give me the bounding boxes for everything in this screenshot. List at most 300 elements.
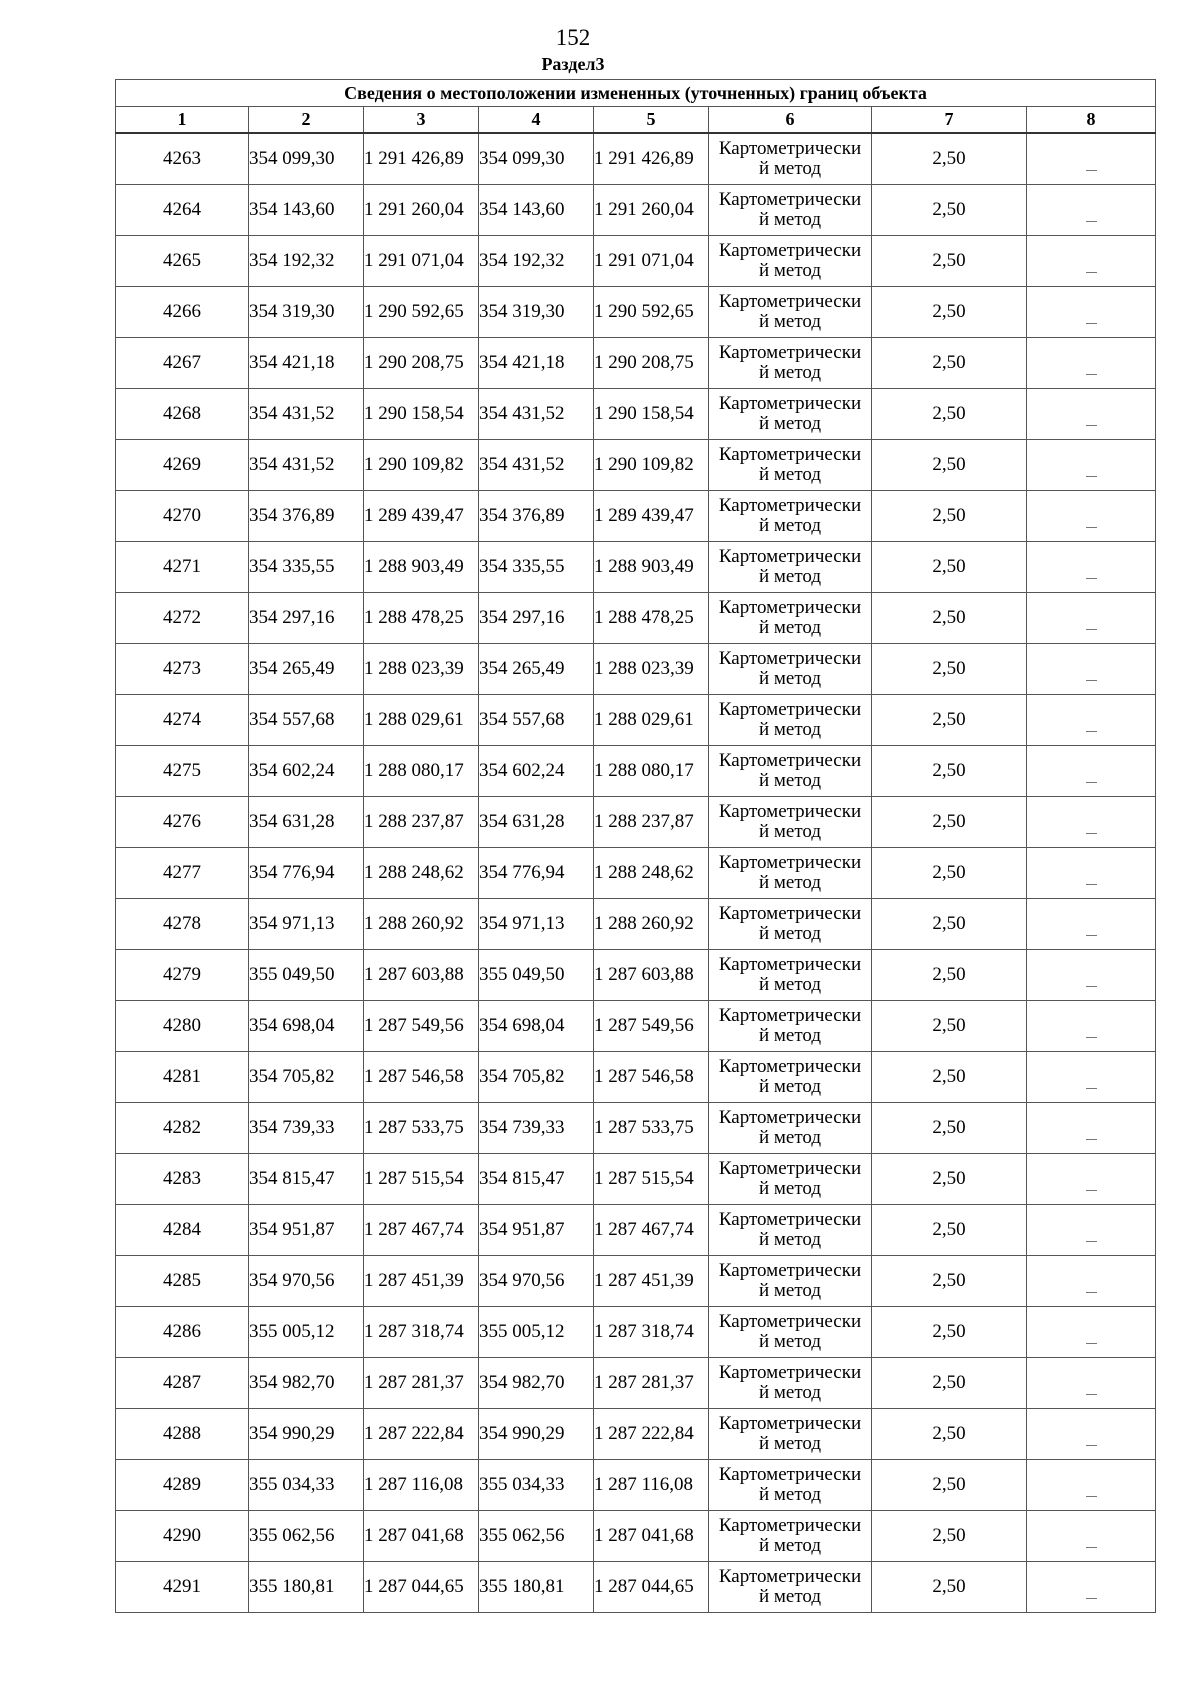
updated-x-coordinate: 354 557,68 <box>479 695 594 746</box>
existing-y-coordinate: 1 290 208,75 <box>364 338 479 389</box>
accuracy-value: 2,50 <box>872 950 1027 1001</box>
table-row <box>116 1154 1156 1205</box>
method-line-2: й метод <box>758 617 822 638</box>
updated-y-coordinate: 1 287 467,74 <box>594 1205 709 1256</box>
point-number: 4279 <box>116 950 249 1001</box>
updated-y-coordinate: 1 289 439,47 <box>594 491 709 542</box>
existing-x-coordinate: 354 431,52 <box>249 440 364 491</box>
existing-y-coordinate: 1 287 281,37 <box>364 1358 479 1409</box>
determination-method <box>709 1562 872 1613</box>
accuracy-value: 2,50 <box>872 440 1027 491</box>
determination-method <box>709 133 872 185</box>
existing-x-coordinate: 354 143,60 <box>249 185 364 236</box>
accuracy-value: 2,50 <box>872 133 1027 185</box>
determination-method <box>709 1103 872 1154</box>
existing-x-coordinate: 355 062,56 <box>249 1511 364 1562</box>
existing-y-coordinate: 1 290 109,82 <box>364 440 479 491</box>
point-number: 4277 <box>116 848 249 899</box>
method-line-2: й метод <box>758 1076 822 1097</box>
note-cell <box>1027 1511 1156 1562</box>
accuracy-value: 2,50 <box>872 287 1027 338</box>
existing-x-coordinate: 354 297,16 <box>249 593 364 644</box>
table-row <box>116 644 1156 695</box>
point-number: 4274 <box>116 695 249 746</box>
existing-x-coordinate: 354 990,29 <box>249 1409 364 1460</box>
table-row <box>116 1358 1156 1409</box>
existing-x-coordinate: 354 099,30 <box>249 133 364 185</box>
updated-y-coordinate: 1 288 237,87 <box>594 797 709 848</box>
empty-dash <box>1086 1241 1097 1242</box>
updated-x-coordinate: 355 034,33 <box>479 1460 594 1511</box>
existing-y-coordinate: 1 288 029,61 <box>364 695 479 746</box>
accuracy-value: 2,50 <box>872 491 1027 542</box>
method-line-1: Картометрически <box>718 1107 862 1128</box>
updated-y-coordinate: 1 287 281,37 <box>594 1358 709 1409</box>
existing-x-coordinate: 354 698,04 <box>249 1001 364 1052</box>
updated-y-coordinate: 1 287 041,68 <box>594 1511 709 1562</box>
existing-y-coordinate: 1 291 426,89 <box>364 133 479 185</box>
determination-method <box>709 746 872 797</box>
note-cell <box>1027 236 1156 287</box>
existing-x-coordinate: 354 335,55 <box>249 542 364 593</box>
updated-y-coordinate: 1 288 023,39 <box>594 644 709 695</box>
note-cell <box>1027 1358 1156 1409</box>
existing-y-coordinate: 1 288 080,17 <box>364 746 479 797</box>
updated-y-coordinate: 1 288 903,49 <box>594 542 709 593</box>
updated-y-coordinate: 1 287 549,56 <box>594 1001 709 1052</box>
updated-x-coordinate: 354 970,56 <box>479 1256 594 1307</box>
updated-x-coordinate: 355 005,12 <box>479 1307 594 1358</box>
accuracy-value: 2,50 <box>872 1409 1027 1460</box>
column-number: 5 <box>594 107 709 134</box>
determination-method <box>709 440 872 491</box>
table-row <box>116 236 1156 287</box>
table-row <box>116 695 1156 746</box>
column-number: 6 <box>709 107 872 134</box>
table-title-row <box>116 80 1156 107</box>
determination-method <box>709 950 872 1001</box>
table-row <box>116 746 1156 797</box>
method-line-1: Картометрически <box>718 1515 862 1536</box>
note-cell <box>1027 1154 1156 1205</box>
accuracy-value: 2,50 <box>872 593 1027 644</box>
updated-y-coordinate: 1 287 603,88 <box>594 950 709 1001</box>
updated-y-coordinate: 1 287 222,84 <box>594 1409 709 1460</box>
updated-x-coordinate: 354 631,28 <box>479 797 594 848</box>
method-line-1: Картометрически <box>718 1209 862 1230</box>
updated-x-coordinate: 355 180,81 <box>479 1562 594 1613</box>
method-line-2: й метод <box>758 923 822 944</box>
table-body <box>116 133 1156 1613</box>
existing-x-coordinate: 354 376,89 <box>249 491 364 542</box>
method-line-2: й метод <box>758 1280 822 1301</box>
updated-y-coordinate: 1 290 592,65 <box>594 287 709 338</box>
point-number: 4272 <box>116 593 249 644</box>
accuracy-value: 2,50 <box>872 1052 1027 1103</box>
updated-x-coordinate: 354 705,82 <box>479 1052 594 1103</box>
point-number: 4264 <box>116 185 249 236</box>
table-row <box>116 1052 1156 1103</box>
empty-dash <box>1086 629 1097 630</box>
accuracy-value: 2,50 <box>872 1562 1027 1613</box>
method-line-2: й метод <box>758 1586 822 1607</box>
empty-dash <box>1086 833 1097 834</box>
table-row <box>116 797 1156 848</box>
updated-x-coordinate: 355 062,56 <box>479 1511 594 1562</box>
note-cell <box>1027 133 1156 185</box>
updated-y-coordinate: 1 287 451,39 <box>594 1256 709 1307</box>
updated-x-coordinate: 354 265,49 <box>479 644 594 695</box>
updated-x-coordinate: 354 815,47 <box>479 1154 594 1205</box>
existing-x-coordinate: 354 265,49 <box>249 644 364 695</box>
method-line-2: й метод <box>758 158 822 179</box>
existing-x-coordinate: 355 005,12 <box>249 1307 364 1358</box>
method-line-1: Картометрически <box>718 1464 862 1485</box>
accuracy-value: 2,50 <box>872 1256 1027 1307</box>
empty-dash <box>1086 1598 1097 1599</box>
empty-dash <box>1086 578 1097 579</box>
table-row <box>116 287 1156 338</box>
point-number: 4271 <box>116 542 249 593</box>
note-cell <box>1027 746 1156 797</box>
column-number: 1 <box>116 107 249 134</box>
existing-x-coordinate: 355 180,81 <box>249 1562 364 1613</box>
method-line-1: Картометрически <box>718 1362 862 1383</box>
table-row <box>116 1460 1156 1511</box>
method-line-1: Картометрически <box>718 852 862 873</box>
method-line-2: й метод <box>758 821 822 842</box>
method-line-1: Картометрически <box>718 801 862 822</box>
empty-dash <box>1086 1088 1097 1089</box>
accuracy-value: 2,50 <box>872 1307 1027 1358</box>
updated-y-coordinate: 1 287 318,74 <box>594 1307 709 1358</box>
existing-y-coordinate: 1 287 222,84 <box>364 1409 479 1460</box>
table-row <box>116 848 1156 899</box>
accuracy-value: 2,50 <box>872 389 1027 440</box>
existing-y-coordinate: 1 287 515,54 <box>364 1154 479 1205</box>
existing-x-coordinate: 354 951,87 <box>249 1205 364 1256</box>
existing-x-coordinate: 354 776,94 <box>249 848 364 899</box>
accuracy-value: 2,50 <box>872 1358 1027 1409</box>
note-cell <box>1027 899 1156 950</box>
accuracy-value: 2,50 <box>872 899 1027 950</box>
point-number: 4265 <box>116 236 249 287</box>
accuracy-value: 2,50 <box>872 542 1027 593</box>
existing-y-coordinate: 1 287 041,68 <box>364 1511 479 1562</box>
point-number: 4289 <box>116 1460 249 1511</box>
existing-x-coordinate: 354 602,24 <box>249 746 364 797</box>
empty-dash <box>1086 986 1097 987</box>
method-line-1: Картометрически <box>718 1413 862 1434</box>
updated-x-coordinate: 354 143,60 <box>479 185 594 236</box>
table-row <box>116 389 1156 440</box>
existing-y-coordinate: 1 288 260,92 <box>364 899 479 950</box>
method-line-1: Картометрически <box>718 342 862 363</box>
column-number: 4 <box>479 107 594 134</box>
existing-y-coordinate: 1 287 451,39 <box>364 1256 479 1307</box>
updated-y-coordinate: 1 291 260,04 <box>594 185 709 236</box>
existing-x-coordinate: 354 705,82 <box>249 1052 364 1103</box>
empty-dash <box>1086 221 1097 222</box>
method-line-2: й метод <box>758 464 822 485</box>
method-line-1: Картометрически <box>718 750 862 771</box>
point-number: 4278 <box>116 899 249 950</box>
determination-method <box>709 644 872 695</box>
note-cell <box>1027 1460 1156 1511</box>
determination-method <box>709 1205 872 1256</box>
note-cell <box>1027 440 1156 491</box>
method-line-1: Картометрически <box>718 1005 862 1026</box>
table-row <box>116 1256 1156 1307</box>
empty-dash <box>1086 731 1097 732</box>
existing-x-coordinate: 354 631,28 <box>249 797 364 848</box>
method-line-2: й метод <box>758 1535 822 1556</box>
updated-y-coordinate: 1 288 029,61 <box>594 695 709 746</box>
accuracy-value: 2,50 <box>872 1001 1027 1052</box>
determination-method <box>709 1358 872 1409</box>
page-number: 152 <box>555 25 591 50</box>
method-line-2: й метод <box>758 668 822 689</box>
method-line-2: й метод <box>758 1484 822 1505</box>
table-row <box>116 440 1156 491</box>
column-number: 3 <box>364 107 479 134</box>
updated-y-coordinate: 1 290 109,82 <box>594 440 709 491</box>
table-row <box>116 593 1156 644</box>
updated-x-coordinate: 354 698,04 <box>479 1001 594 1052</box>
accuracy-value: 2,50 <box>872 185 1027 236</box>
point-number: 4284 <box>116 1205 249 1256</box>
point-number: 4276 <box>116 797 249 848</box>
accuracy-value: 2,50 <box>872 695 1027 746</box>
method-line-2: й метод <box>758 260 822 281</box>
updated-y-coordinate: 1 287 116,08 <box>594 1460 709 1511</box>
method-line-2: й метод <box>758 1331 822 1352</box>
updated-y-coordinate: 1 291 426,89 <box>594 133 709 185</box>
updated-x-coordinate: 354 431,52 <box>479 389 594 440</box>
empty-dash <box>1086 1547 1097 1548</box>
updated-y-coordinate: 1 287 546,58 <box>594 1052 709 1103</box>
accuracy-value: 2,50 <box>872 1460 1027 1511</box>
table-row <box>116 338 1156 389</box>
table-row <box>116 1511 1156 1562</box>
column-number-row <box>116 107 1156 134</box>
point-number: 4290 <box>116 1511 249 1562</box>
updated-x-coordinate: 354 776,94 <box>479 848 594 899</box>
point-number: 4286 <box>116 1307 249 1358</box>
existing-y-coordinate: 1 290 158,54 <box>364 389 479 440</box>
determination-method <box>709 593 872 644</box>
point-number: 4268 <box>116 389 249 440</box>
note-cell <box>1027 1052 1156 1103</box>
accuracy-value: 2,50 <box>872 848 1027 899</box>
updated-x-coordinate: 355 049,50 <box>479 950 594 1001</box>
column-number: 8 <box>1027 107 1156 134</box>
empty-dash <box>1086 1292 1097 1293</box>
accuracy-value: 2,50 <box>872 644 1027 695</box>
existing-y-coordinate: 1 290 592,65 <box>364 287 479 338</box>
note-cell <box>1027 950 1156 1001</box>
existing-y-coordinate: 1 288 023,39 <box>364 644 479 695</box>
empty-dash <box>1086 1343 1097 1344</box>
note-cell <box>1027 695 1156 746</box>
determination-method <box>709 1409 872 1460</box>
empty-dash <box>1086 1139 1097 1140</box>
table-row <box>116 1001 1156 1052</box>
method-line-1: Картометрически <box>718 495 862 516</box>
point-number: 4287 <box>116 1358 249 1409</box>
existing-y-coordinate: 1 287 467,74 <box>364 1205 479 1256</box>
point-number: 4288 <box>116 1409 249 1460</box>
existing-x-coordinate: 355 034,33 <box>249 1460 364 1511</box>
table-row <box>116 1562 1156 1613</box>
point-number: 4266 <box>116 287 249 338</box>
method-line-2: й метод <box>758 974 822 995</box>
updated-x-coordinate: 354 602,24 <box>479 746 594 797</box>
note-cell <box>1027 1562 1156 1613</box>
empty-dash <box>1086 170 1097 171</box>
column-number: 2 <box>249 107 364 134</box>
updated-y-coordinate: 1 288 080,17 <box>594 746 709 797</box>
point-number: 4282 <box>116 1103 249 1154</box>
method-line-2: й метод <box>758 1229 822 1250</box>
accuracy-value: 2,50 <box>872 338 1027 389</box>
empty-dash <box>1086 1190 1097 1191</box>
existing-x-coordinate: 354 970,56 <box>249 1256 364 1307</box>
existing-x-coordinate: 354 319,30 <box>249 287 364 338</box>
existing-x-coordinate: 354 431,52 <box>249 389 364 440</box>
table-row <box>116 1205 1156 1256</box>
accuracy-value: 2,50 <box>872 797 1027 848</box>
empty-dash <box>1086 1496 1097 1497</box>
empty-dash <box>1086 272 1097 273</box>
method-line-2: й метод <box>758 770 822 791</box>
accuracy-value: 2,50 <box>872 1103 1027 1154</box>
table-row <box>116 133 1156 185</box>
existing-y-coordinate: 1 291 071,04 <box>364 236 479 287</box>
note-cell <box>1027 389 1156 440</box>
existing-x-coordinate: 355 049,50 <box>249 950 364 1001</box>
updated-y-coordinate: 1 288 260,92 <box>594 899 709 950</box>
empty-dash <box>1086 1394 1097 1395</box>
determination-method <box>709 236 872 287</box>
method-line-2: й метод <box>758 362 822 383</box>
determination-method <box>709 848 872 899</box>
note-cell <box>1027 1001 1156 1052</box>
updated-y-coordinate: 1 287 044,65 <box>594 1562 709 1613</box>
updated-y-coordinate: 1 290 158,54 <box>594 389 709 440</box>
determination-method <box>709 287 872 338</box>
existing-y-coordinate: 1 291 260,04 <box>364 185 479 236</box>
point-number: 4280 <box>116 1001 249 1052</box>
existing-x-coordinate: 354 815,47 <box>249 1154 364 1205</box>
empty-dash <box>1086 374 1097 375</box>
method-line-1: Картометрически <box>718 546 862 567</box>
existing-x-coordinate: 354 192,32 <box>249 236 364 287</box>
updated-x-coordinate: 354 951,87 <box>479 1205 594 1256</box>
existing-x-coordinate: 354 557,68 <box>249 695 364 746</box>
existing-y-coordinate: 1 287 549,56 <box>364 1001 479 1052</box>
determination-method <box>709 1154 872 1205</box>
note-cell <box>1027 797 1156 848</box>
method-line-1: Картометрически <box>718 444 862 465</box>
determination-method <box>709 1307 872 1358</box>
updated-x-coordinate: 354 431,52 <box>479 440 594 491</box>
empty-dash <box>1086 1037 1097 1038</box>
table-row <box>116 1409 1156 1460</box>
determination-method <box>709 695 872 746</box>
existing-y-coordinate: 1 288 478,25 <box>364 593 479 644</box>
determination-method <box>709 1460 872 1511</box>
updated-y-coordinate: 1 290 208,75 <box>594 338 709 389</box>
empty-dash <box>1086 935 1097 936</box>
method-line-1: Картометрически <box>718 291 862 312</box>
existing-x-coordinate: 354 421,18 <box>249 338 364 389</box>
method-line-1: Картометрически <box>718 903 862 924</box>
determination-method <box>709 899 872 950</box>
note-cell <box>1027 1256 1156 1307</box>
point-number: 4285 <box>116 1256 249 1307</box>
method-line-1: Картометрически <box>718 954 862 975</box>
updated-x-coordinate: 354 319,30 <box>479 287 594 338</box>
point-number: 4269 <box>116 440 249 491</box>
accuracy-value: 2,50 <box>872 1205 1027 1256</box>
updated-y-coordinate: 1 291 071,04 <box>594 236 709 287</box>
method-line-1: Картометрически <box>718 138 862 159</box>
determination-method <box>709 338 872 389</box>
updated-y-coordinate: 1 287 533,75 <box>594 1103 709 1154</box>
method-line-1: Картометрически <box>718 597 862 618</box>
existing-y-coordinate: 1 287 044,65 <box>364 1562 479 1613</box>
method-line-2: й метод <box>758 311 822 332</box>
existing-x-coordinate: 354 971,13 <box>249 899 364 950</box>
note-cell <box>1027 185 1156 236</box>
existing-y-coordinate: 1 287 533,75 <box>364 1103 479 1154</box>
method-line-1: Картометрически <box>718 240 862 261</box>
method-line-1: Картометрически <box>718 1260 862 1281</box>
accuracy-value: 2,50 <box>872 1511 1027 1562</box>
updated-x-coordinate: 354 335,55 <box>479 542 594 593</box>
empty-dash <box>1086 425 1097 426</box>
point-number: 4291 <box>116 1562 249 1613</box>
note-cell <box>1027 644 1156 695</box>
determination-method <box>709 1052 872 1103</box>
table-row <box>116 899 1156 950</box>
accuracy-value: 2,50 <box>872 746 1027 797</box>
determination-method <box>709 1001 872 1052</box>
note-cell <box>1027 848 1156 899</box>
updated-y-coordinate: 1 287 515,54 <box>594 1154 709 1205</box>
point-number: 4273 <box>116 644 249 695</box>
method-line-2: й метод <box>758 1178 822 1199</box>
note-cell <box>1027 491 1156 542</box>
method-line-2: й метод <box>758 719 822 740</box>
method-line-1: Картометрически <box>718 1056 862 1077</box>
updated-x-coordinate: 354 099,30 <box>479 133 594 185</box>
point-number: 4270 <box>116 491 249 542</box>
determination-method <box>709 1511 872 1562</box>
note-cell <box>1027 338 1156 389</box>
accuracy-value: 2,50 <box>872 236 1027 287</box>
boundary-coordinates-table <box>115 79 1156 1613</box>
accuracy-value: 2,50 <box>872 1154 1027 1205</box>
updated-y-coordinate: 1 288 478,25 <box>594 593 709 644</box>
existing-y-coordinate: 1 287 603,88 <box>364 950 479 1001</box>
point-number: 4263 <box>116 133 249 185</box>
table-row <box>116 491 1156 542</box>
existing-y-coordinate: 1 288 237,87 <box>364 797 479 848</box>
table-title: Сведения о местоположении измененных (уточненных) границ объекта <box>116 80 1156 107</box>
column-number: 7 <box>872 107 1027 134</box>
